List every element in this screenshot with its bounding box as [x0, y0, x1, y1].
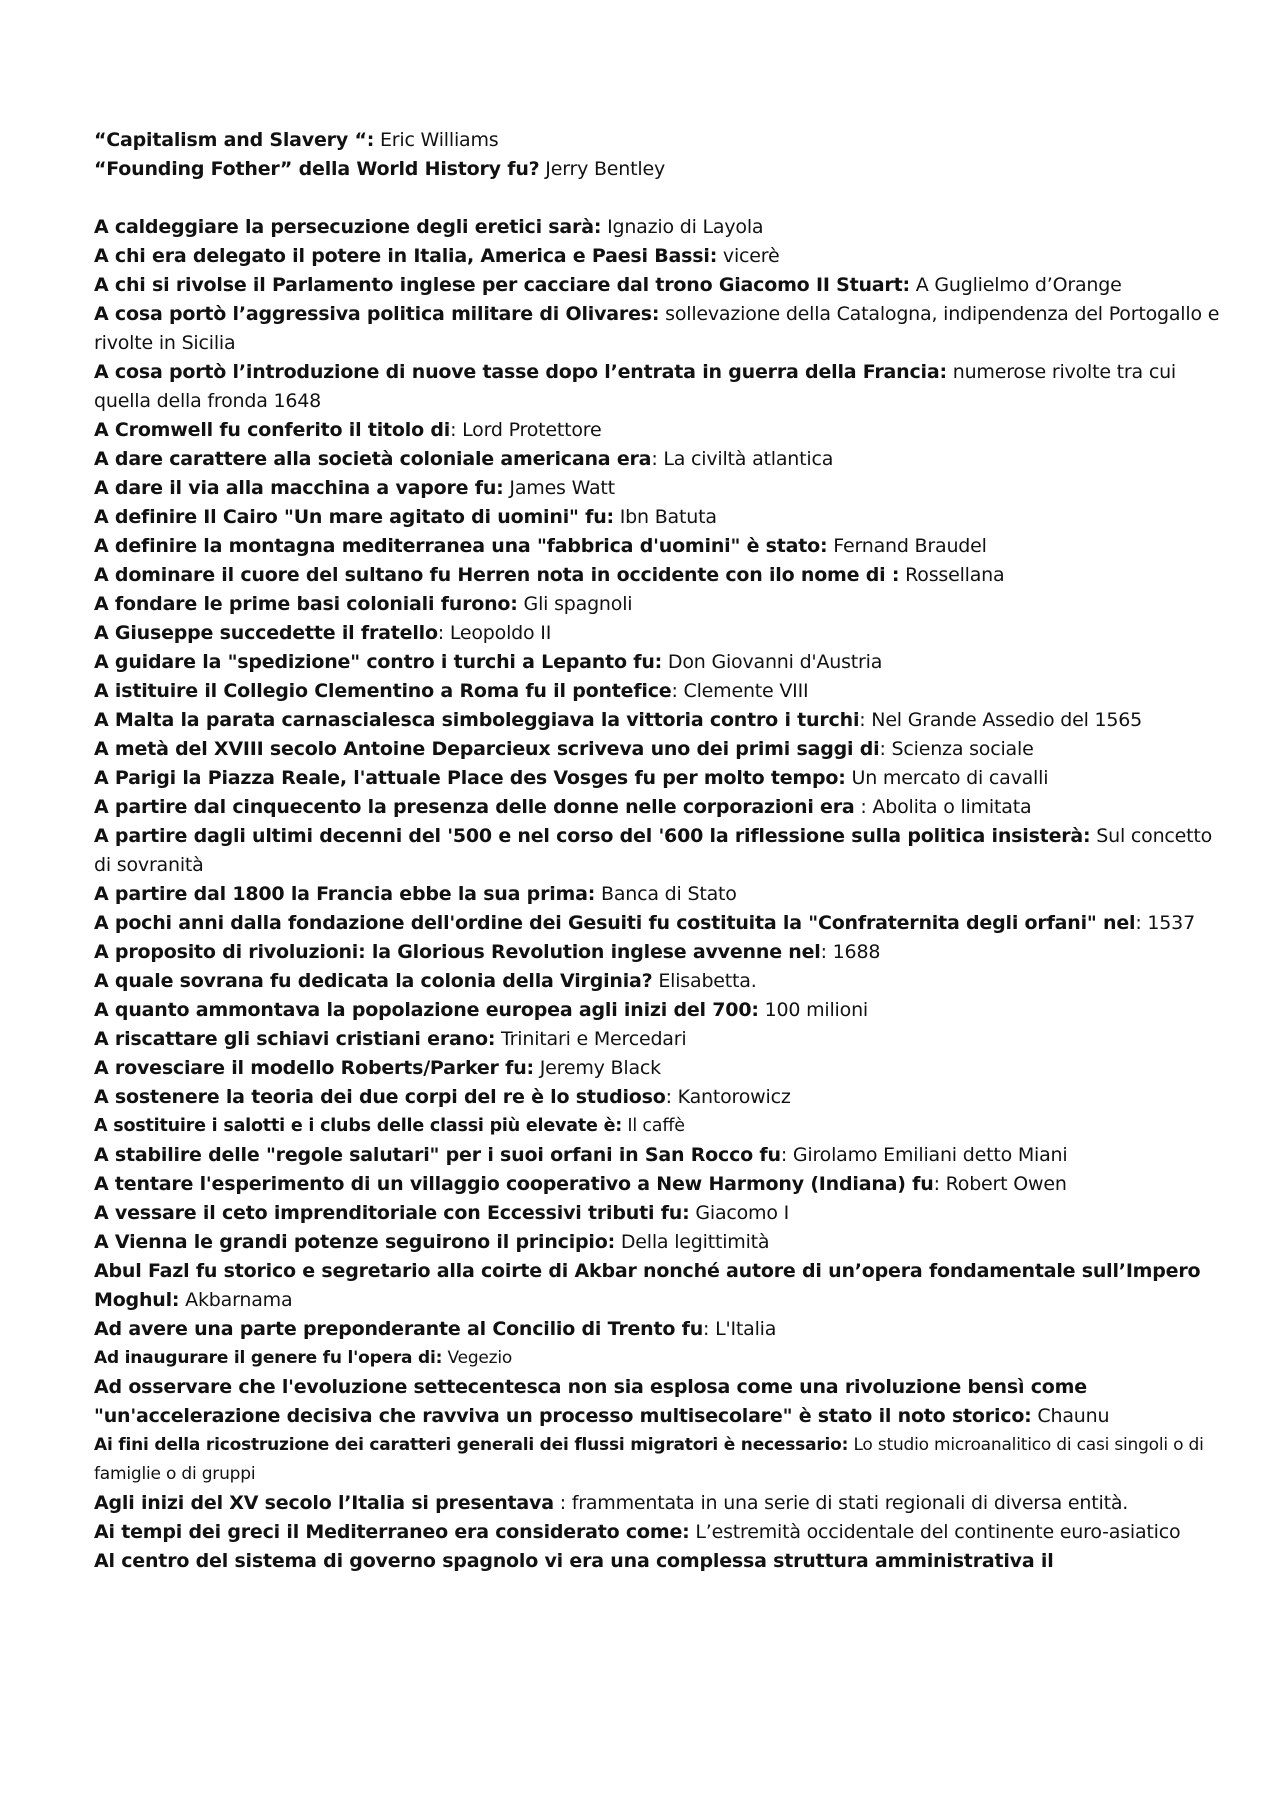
question-text: A pochi anni dalla fondazione dell'ordine dei Gesuiti fu costituita la "Confraternita degli orfani" nel [94, 912, 1136, 934]
qa-entry [94, 938, 1224, 967]
answer-text: numerose rivolte tra cui quella della fronda 1648 [94, 361, 1176, 412]
entries-list [94, 213, 1224, 1576]
answer-text: : Girolamo Emiliani detto Miani [780, 1144, 1068, 1166]
question-text: A vessare il ceto imprenditoriale con Eccessivi tributi fu: [94, 1202, 690, 1224]
qa-entry [94, 822, 1224, 880]
qa-entry [94, 996, 1224, 1025]
answer-text: : Clemente VIII [671, 680, 809, 702]
paragraph-gap [94, 184, 1224, 213]
question-text: A Malta la parata carnascialesca simboleggiava la vittoria contro i turchi [94, 709, 860, 731]
question-text: A proposito di rivoluzioni: la Glorious Revolution inglese avvenne nel [94, 941, 821, 963]
answer-text: : Abolita o limitata [854, 796, 1032, 818]
answer-text: : La civiltà atlantica [651, 448, 834, 470]
question-text: A partire dal cinquecento la presenza delle donne nelle corporazioni era [94, 796, 855, 818]
answer-text: : 1688 [820, 941, 881, 963]
qa-entry [94, 1228, 1224, 1257]
question-text: A chi si rivolse il Parlamento inglese per cacciare dal trono Giacomo II Stuart: [94, 274, 910, 296]
question-text: A Giuseppe succedette il fratello [94, 622, 438, 644]
qa-entry [94, 880, 1224, 909]
question-text: Al centro del sistema di governo spagnolo vi era una complessa struttura amministrativa il [94, 1550, 1054, 1572]
qa-entry [94, 1054, 1224, 1083]
answer-text: : frammentata in una serie di stati regionali di diversa entità. [553, 1492, 1129, 1514]
question-text: A tentare l'esperimento di un villaggio cooperativo a New Harmony (Indiana) fu [94, 1173, 934, 1195]
answer-text: Lo studio microanalitico di casi singoli o di famiglie o di gruppi [94, 1435, 1204, 1484]
qa-entry [94, 1257, 1224, 1315]
answer-text: Gli spagnoli [517, 593, 633, 615]
question-text: A Cromwell fu conferito il titolo di [94, 419, 451, 441]
question-text: A partire dagli ultimi decenni del '500 e nel corso del '600 la riflessione sulla politica insisterà: [94, 825, 1091, 847]
question-text: A quanto ammontava la popolazione europea agli inizi del 700: [94, 999, 759, 1021]
qa-entry [94, 242, 1224, 271]
question-text: Agli inizi del XV secolo l’Italia si presentava [94, 1492, 554, 1514]
qa-entry [94, 706, 1224, 735]
answer-text: 100 milioni [758, 999, 868, 1021]
question-text: A dominare il cuore del sultano fu Herren nota in occidente con ilo nome di : [94, 564, 900, 586]
qa-entry [94, 126, 1224, 155]
answer-text: vicerè [717, 245, 780, 267]
qa-entry [94, 648, 1224, 677]
answer-text: : Kantorowicz [665, 1086, 791, 1108]
qa-entry [94, 1518, 1224, 1547]
qa-entry [94, 1170, 1224, 1199]
answer-text: Il caffè [622, 1116, 685, 1136]
question-text: A dare carattere alla società coloniale americana era [94, 448, 652, 470]
intro-section [94, 126, 1224, 184]
answer-text: Don Giovanni d'Austria [662, 651, 883, 673]
answer-text: Elisabetta. [652, 970, 757, 992]
document-body [94, 126, 1224, 1576]
qa-entry [94, 967, 1224, 996]
question-text: A Parigi la Piazza Reale, l'attuale Place des Vosges fu per molto tempo: [94, 767, 846, 789]
qa-entry [94, 909, 1224, 938]
answer-text: Chaunu [1031, 1405, 1110, 1427]
question-text: A caldeggiare la persecuzione degli eretici sarà: [94, 216, 602, 238]
qa-entry [94, 503, 1224, 532]
answer-text: James Watt [503, 477, 615, 499]
qa-entry [94, 1083, 1224, 1112]
answer-text: Vegezio [442, 1348, 513, 1368]
answer-text: : Lord Protettore [450, 419, 602, 441]
question-text: A definire Il Cairo "Un mare agitato di uomini" fu: [94, 506, 614, 528]
answer-text: Sul concetto di sovranità [94, 825, 1213, 876]
answer-text: : Robert Owen [933, 1173, 1067, 1195]
question-text: Ad osservare che l'evoluzione settecentesca non sia esplosa come una rivoluzione bensì come "un'accelerazione decisiva che ravviva un processo multisecolare" è stato il noto storico: [94, 1376, 1087, 1427]
answer-text: Rossellana [899, 564, 1005, 586]
question-text: A dare il via alla macchina a vapore fu: [94, 477, 504, 499]
qa-entry [94, 677, 1224, 706]
answer-text: Giacomo I [689, 1202, 790, 1224]
qa-entry [94, 155, 1224, 184]
qa-entry [94, 1315, 1224, 1344]
question-text: “Founding Fother” della World History fu? [94, 158, 540, 180]
answer-text: : 1537 [1135, 912, 1195, 934]
question-text: Ai tempi dei greci il Mediterraneo era considerato come: [94, 1521, 690, 1543]
qa-entry [94, 1489, 1224, 1518]
answer-text: Ibn Batuta [613, 506, 717, 528]
question-text: Ad avere una parte preponderante al Concilio di Trento fu [94, 1318, 704, 1340]
question-text: A quale sovrana fu dedicata la colonia della Virginia? [94, 970, 653, 992]
qa-entry [94, 1344, 1224, 1373]
answer-text: Un mercato di cavalli [845, 767, 1049, 789]
qa-entry [94, 271, 1224, 300]
question-text: A fondare le prime basi coloniali furono: [94, 593, 518, 615]
question-text: A cosa portò l’introduzione di nuove tasse dopo l’entrata in guerra della Francia: [94, 361, 947, 383]
qa-entry [94, 213, 1224, 242]
qa-entry [94, 764, 1224, 793]
qa-entry [94, 1373, 1224, 1431]
qa-entry [94, 416, 1224, 445]
answer-text: sollevazione della Catalogna, indipendenza del Portogallo e rivolte in Sicilia [94, 303, 1220, 354]
question-text: Ad inaugurare il genere fu l'opera di: [94, 1348, 443, 1368]
qa-entry [94, 1141, 1224, 1170]
question-text: Ai fini della ricostruzione dei caratteri generali dei flussi migratori è necessario: [94, 1435, 849, 1455]
answer-text: Jeremy Black [533, 1057, 661, 1079]
question-text: A stabilire delle "regole salutari" per i suoi orfani in San Rocco fu [94, 1144, 781, 1166]
question-text: A cosa portò l’aggressiva politica militare di Olivares: [94, 303, 660, 325]
qa-entry [94, 532, 1224, 561]
question-text: A rovesciare il modello Roberts/Parker fu: [94, 1057, 534, 1079]
question-text: A definire la montagna mediterranea una "fabbrica d'uomini" è stato: [94, 535, 828, 557]
answer-text: Fernand Braudel [827, 535, 987, 557]
qa-entry [94, 1025, 1224, 1054]
question-text: A guidare la "spedizione" contro i turchi a Lepanto fu: [94, 651, 663, 673]
question-text: “Capitalism and Slavery “: [94, 129, 375, 151]
qa-entry [94, 445, 1224, 474]
qa-entry [94, 474, 1224, 503]
answer-text: Trinitari e Mercedari [495, 1028, 687, 1050]
qa-entry [94, 561, 1224, 590]
question-text: A sostenere la teoria dei due corpi del re è lo studioso [94, 1086, 666, 1108]
answer-text: Banca di Stato [595, 883, 737, 905]
question-text: A metà del XVIII secolo Antoine Deparcieux scriveva uno dei primi saggi di [94, 738, 880, 760]
answer-text: : Scienza sociale [879, 738, 1034, 760]
qa-entry [94, 1112, 1224, 1141]
answer-text: : Nel Grande Assedio del 1565 [859, 709, 1143, 731]
qa-entry [94, 735, 1224, 764]
answer-text: : L'Italia [703, 1318, 777, 1340]
question-text: A sostituire i salotti e i clubs delle classi più elevate è: [94, 1116, 623, 1136]
question-text: A riscattare gli schiavi cristiani erano: [94, 1028, 496, 1050]
question-text: A Vienna le grandi potenze seguirono il principio: [94, 1231, 615, 1253]
qa-entry [94, 300, 1224, 358]
question-text: Abul Fazl fu storico e segretario alla coirte di Akbar nonché autore di un’opera fondamentale sull’Impero Moghul: [94, 1260, 1201, 1311]
question-text: A partire dal 1800 la Francia ebbe la sua prima: [94, 883, 596, 905]
answer-text: Akbarnama [179, 1289, 293, 1311]
answer-text: Jerry Bentley [539, 158, 666, 180]
answer-text: Ignazio di Layola [601, 216, 764, 238]
answer-text: L’estremità occidentale del continente euro-asiatico [689, 1521, 1181, 1543]
question-text: A chi era delegato il potere in Italia, America e Paesi Bassi: [94, 245, 718, 267]
qa-entry [94, 358, 1224, 416]
answer-text: Della legittimità [615, 1231, 770, 1253]
question-text: A istituire il Collegio Clementino a Roma fu il pontefice [94, 680, 672, 702]
qa-entry [94, 1431, 1224, 1489]
qa-entry [94, 1199, 1224, 1228]
qa-entry [94, 1547, 1224, 1576]
answer-text: A Guglielmo d’Orange [909, 274, 1122, 296]
answer-text: Eric Williams [374, 129, 499, 151]
answer-text: : Leopoldo II [437, 622, 552, 644]
qa-entry [94, 793, 1224, 822]
qa-entry [94, 590, 1224, 619]
qa-entry [94, 619, 1224, 648]
